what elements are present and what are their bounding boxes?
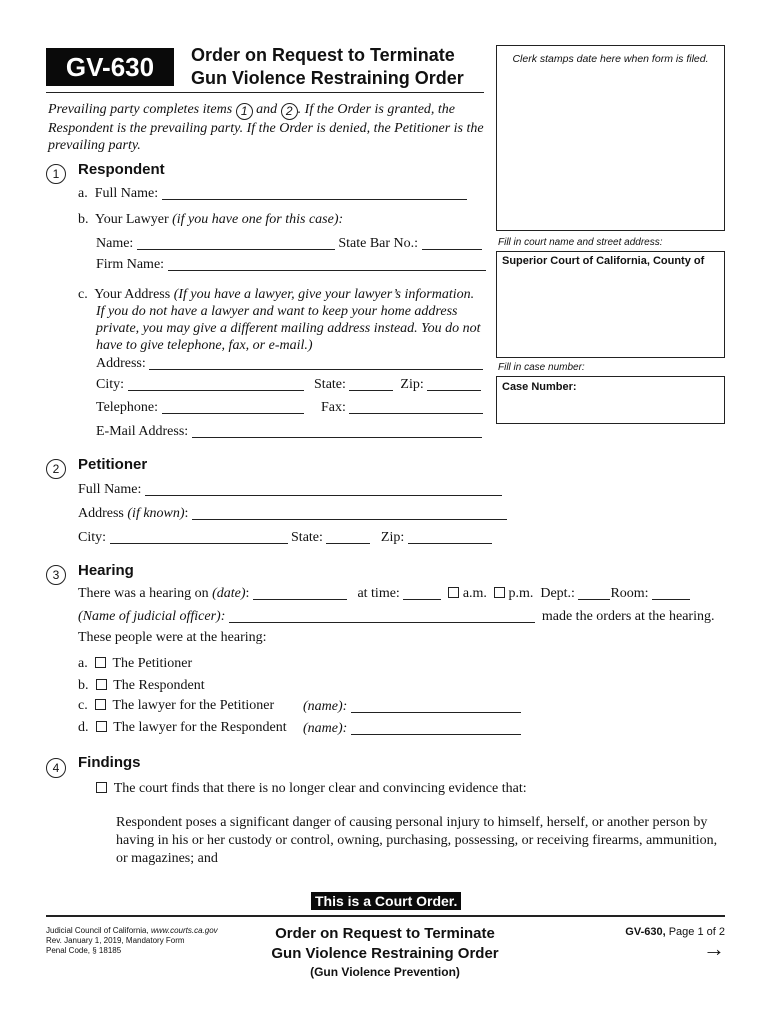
attendee-respondent-lawyer-checkbox[interactable] bbox=[96, 721, 107, 732]
firm-name-input[interactable] bbox=[168, 256, 486, 271]
case-number-box[interactable] bbox=[496, 376, 725, 424]
respondent-phone-row bbox=[96, 399, 483, 416]
attendee-name-label: (name): bbox=[303, 721, 348, 736]
petitioner-if-known: (if known) bbox=[127, 506, 185, 521]
petitioner-state-input[interactable] bbox=[326, 529, 370, 544]
findings-check-row bbox=[96, 781, 527, 797]
address-label: Address: bbox=[96, 356, 146, 371]
footer-subtitle: (Gun Violence Prevention) bbox=[310, 965, 460, 979]
lawyer-name-input[interactable] bbox=[137, 235, 335, 250]
case-label: Fill in case number: bbox=[498, 362, 585, 373]
hearing-time-input[interactable] bbox=[403, 585, 441, 600]
respondent-full-name-row bbox=[78, 185, 467, 202]
item-1-marker: 1 bbox=[236, 103, 253, 120]
court-name: Superior Court of California, County of bbox=[502, 255, 705, 267]
findings-paragraph bbox=[116, 814, 717, 868]
pm-checkbox[interactable] bbox=[494, 587, 505, 598]
petitioner-name-input[interactable] bbox=[145, 481, 502, 496]
attendee-row-c bbox=[78, 698, 274, 714]
attendee-label: The lawyer for the Respondent bbox=[113, 720, 287, 735]
footer-title-line1: Order on Request to Terminate bbox=[275, 925, 495, 942]
attendee-letter: a. bbox=[78, 656, 88, 671]
attendee-label: The lawyer for the Petitioner bbox=[112, 698, 275, 713]
intro-and: and bbox=[256, 102, 278, 117]
lawyer-row bbox=[78, 212, 343, 228]
firm-name-row bbox=[96, 256, 486, 273]
hearing-date-row bbox=[78, 585, 690, 602]
at-time-label: at time: bbox=[357, 586, 400, 601]
page-number: Page 1 of 2 bbox=[668, 926, 725, 938]
intro-text bbox=[48, 101, 493, 154]
address-note-2: If you do not have a lawyer and want to keep your home address bbox=[96, 304, 458, 319]
address-note-3: private, you may give a different mailing address instead. You do not bbox=[96, 321, 481, 336]
court-order-banner: This is a Court Order. bbox=[311, 892, 461, 910]
respondent-lawyer-name-input[interactable] bbox=[351, 720, 521, 735]
findings-check-label: The court finds that there is no longer clear and convincing evidence that: bbox=[113, 781, 527, 796]
findings-line1: Respondent poses a significant danger of causing personal injury to himself, herself, or another person by bbox=[116, 815, 708, 830]
respondent-zip-input[interactable] bbox=[427, 376, 481, 391]
findings-line3: or magazines; and bbox=[116, 851, 218, 866]
zip-label: Zip: bbox=[400, 377, 424, 392]
people-present-text: These people were at the hearing: bbox=[78, 630, 267, 645]
item-c-letter: c. bbox=[78, 287, 88, 302]
fax-label: Fax: bbox=[321, 400, 346, 415]
footer-left bbox=[46, 926, 218, 956]
attendee-name-label: (name): bbox=[303, 699, 348, 714]
email-input[interactable] bbox=[192, 423, 482, 438]
respondent-lawyer-name-row bbox=[303, 720, 521, 737]
petitioner-name-row bbox=[78, 481, 502, 498]
petitioner-address-input[interactable] bbox=[192, 505, 507, 520]
section-2-number: 2 bbox=[46, 459, 66, 479]
dept-label: Dept.: bbox=[540, 586, 575, 601]
address-label-heading: Your Address bbox=[94, 287, 171, 302]
address-note-4: have to give telephone, fax, or e-mail.) bbox=[96, 338, 313, 353]
footer-website[interactable]: www.courts.ca.gov bbox=[150, 926, 218, 935]
findings-line2: having in his or her custody or control, owning, purchasing, possessing, or receiving firearms, ammunition, bbox=[116, 833, 718, 848]
respondent-address-row bbox=[96, 355, 483, 372]
address-instructions bbox=[78, 286, 488, 354]
fax-input[interactable] bbox=[349, 399, 483, 414]
footer-rev: Rev. January 1, 2019, Mandatory Form bbox=[46, 936, 185, 945]
attendee-letter: d. bbox=[78, 720, 89, 735]
dept-input[interactable] bbox=[578, 585, 610, 600]
attendee-letter: c. bbox=[78, 698, 88, 713]
next-page-arrow-icon[interactable]: → bbox=[703, 936, 725, 961]
intro-line2: Respondent is the prevailing party. If the Order is denied, the Petitioner is the bbox=[48, 120, 484, 136]
section-4-title: Findings bbox=[78, 754, 141, 771]
petitioner-address-label: Address bbox=[78, 506, 124, 521]
lawyer-name-label: Name: bbox=[96, 236, 134, 251]
am-checkbox[interactable] bbox=[448, 587, 459, 598]
header-divider bbox=[46, 92, 484, 93]
section-1-number: 1 bbox=[46, 164, 66, 184]
footer-title bbox=[250, 924, 520, 980]
respondent-city-row bbox=[96, 376, 481, 393]
section-4-number: 4 bbox=[46, 758, 66, 778]
hearing-date-label: (date) bbox=[212, 586, 246, 601]
form-title-line1: Order on Request to Terminate bbox=[191, 45, 455, 65]
respondent-city-input[interactable] bbox=[128, 376, 304, 391]
petitioner-name-label: Full Name: bbox=[78, 482, 142, 497]
petitioner-lawyer-name-row bbox=[303, 698, 521, 715]
clerk-stamp-box[interactable] bbox=[496, 45, 725, 231]
footer-title-line2: Gun Violence Restraining Order bbox=[271, 945, 499, 962]
respondent-address-input[interactable] bbox=[149, 355, 483, 370]
attendee-letter: b. bbox=[78, 678, 89, 693]
attendee-petitioner-checkbox[interactable] bbox=[95, 657, 106, 668]
lawyer-name-row bbox=[96, 235, 482, 252]
footer-divider bbox=[46, 915, 725, 917]
hearing-date-input[interactable] bbox=[253, 585, 347, 600]
telephone-label: Telephone: bbox=[96, 400, 158, 415]
intro-line1b: . If the Order is granted, the bbox=[297, 102, 456, 117]
hearing-date-colon: : bbox=[245, 586, 250, 601]
petitioner-city-row bbox=[78, 529, 492, 546]
item-a-letter: a. bbox=[78, 186, 88, 201]
respondent-full-name-input[interactable] bbox=[162, 185, 467, 200]
court-name-box[interactable] bbox=[496, 251, 725, 358]
petitioner-address-row bbox=[78, 505, 507, 522]
attendee-petitioner-lawyer-checkbox[interactable] bbox=[95, 699, 106, 710]
attendee-row-a bbox=[78, 656, 192, 672]
clerk-note: Clerk stamps date here when form is filed. bbox=[512, 53, 709, 65]
petitioner-state-label: State: bbox=[291, 530, 323, 545]
intro-line1a: Prevailing party completes items bbox=[48, 102, 233, 117]
attendee-respondent-checkbox[interactable] bbox=[96, 679, 107, 690]
full-name-label: Full Name: bbox=[94, 186, 159, 201]
pm-label: p.m. bbox=[508, 586, 534, 601]
footer-code: Penal Code, § 18185 bbox=[46, 946, 122, 955]
footer-council: Judicial Council of California, bbox=[46, 926, 149, 935]
findings-checkbox[interactable] bbox=[96, 782, 107, 793]
firm-name-label: Firm Name: bbox=[96, 257, 165, 272]
lawyer-note: (if you have one for this case): bbox=[172, 212, 344, 227]
form-title-line2: Gun Violence Restraining Order bbox=[191, 68, 464, 88]
form-title bbox=[191, 44, 464, 90]
lawyer-label: Your Lawyer bbox=[94, 212, 169, 227]
judicial-officer-input[interactable] bbox=[229, 608, 535, 623]
section-3-title: Hearing bbox=[78, 562, 134, 579]
attendee-label: The Respondent bbox=[113, 678, 205, 693]
footer-form-id: GV-630, bbox=[625, 926, 666, 938]
item-b-letter: b. bbox=[78, 212, 89, 227]
respondent-email-row bbox=[96, 423, 482, 440]
hearing-on-label: There was a hearing on bbox=[78, 586, 209, 601]
am-label: a.m. bbox=[462, 586, 487, 601]
form-id-badge: GV-630 bbox=[46, 48, 174, 86]
attendee-row-d bbox=[78, 720, 287, 736]
section-3-number: 3 bbox=[46, 565, 66, 585]
petitioner-zip-label: Zip: bbox=[380, 530, 405, 545]
petitioner-lawyer-name-input[interactable] bbox=[351, 698, 521, 713]
section-1-title: Respondent bbox=[78, 161, 165, 178]
court-label: Fill in court name and street address: bbox=[498, 237, 663, 248]
petitioner-address-colon: : bbox=[184, 506, 189, 521]
petitioner-city-input[interactable] bbox=[110, 529, 288, 544]
judicial-officer-label: (Name of judicial officer): bbox=[78, 609, 226, 624]
state-bar-label: State Bar No.: bbox=[338, 236, 419, 251]
made-orders-text: made the orders at the hearing. bbox=[541, 609, 715, 624]
case-number-label: Case Number: bbox=[502, 381, 577, 393]
footer-right bbox=[600, 926, 725, 961]
section-2-title: Petitioner bbox=[78, 456, 148, 473]
item-2-marker: 2 bbox=[281, 103, 298, 120]
email-label: E-Mail Address: bbox=[96, 424, 189, 439]
city-label: City: bbox=[96, 377, 125, 392]
telephone-input[interactable] bbox=[162, 399, 304, 414]
room-input[interactable] bbox=[652, 585, 690, 600]
petitioner-zip-input[interactable] bbox=[408, 529, 492, 544]
state-bar-input[interactable] bbox=[422, 235, 482, 250]
judicial-officer-row bbox=[78, 608, 714, 625]
address-note-1: (If you have a lawyer, give your lawyer’s information. bbox=[173, 287, 475, 302]
intro-line3: prevailing party. bbox=[48, 137, 141, 153]
state-label: State: bbox=[314, 377, 346, 392]
petitioner-city-label: City: bbox=[78, 530, 107, 545]
room-label: Room: bbox=[610, 586, 649, 601]
attendee-label: The Petitioner bbox=[112, 656, 193, 671]
respondent-state-input[interactable] bbox=[349, 376, 393, 391]
attendee-row-b bbox=[78, 678, 205, 694]
